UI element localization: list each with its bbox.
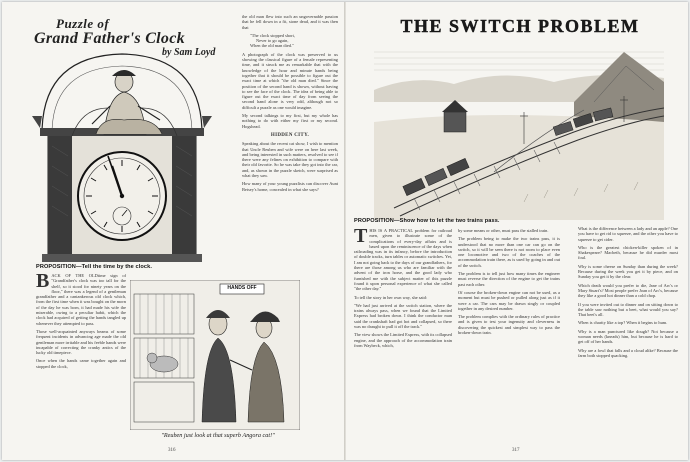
col2-paragraph-4: Speaking about the recent cat show, I wish to mention that Uncle Reuben and wife were on here last week, and being interested in such matters, resolved to see if there were any felines on exhibition to compare with their old favorite. So he was take they got into the car, and, as shown in the puzzle sketch, were surprised as what they saw.: [242, 141, 338, 179]
switch-paragraph-3: "We had just arrived at the switch station, where the trains always pass, when we found that the Limited Express had broken down. I think the conductor man said the crankshaft had got hot and collapsed, so there was no draught to pull it off the track.": [354, 302, 452, 330]
switch-col2-paragraph-1: by some means or other, must pass the stalled train.: [458, 228, 549, 233]
cat-show-cartoon: [130, 280, 300, 430]
riddle-3: Why is some cheese on Sunday than during the week? Because during the week you get it by piece, and on Sunday you get it by the clear.: [578, 263, 678, 280]
poem-line-3: When the old man died.": [250, 43, 294, 49]
title-line-2: Grand Father's Clock: [34, 30, 185, 47]
article-title: [34, 16, 234, 58]
col2-paragraph-3: My second talkings to my first, but my whole has nothing to do with either my first or my second. Hogshead.: [242, 113, 338, 129]
switch-col2-paragraph-2: The problem being to make the two trains pass, it is understood that no more than one car can go on the switch, so it will be seen there is not room to place even one locomotive and two of the coaches of the accommodation train there, as is used by going in and out of the switch.: [458, 236, 560, 268]
book-spread: [2, 2, 688, 460]
switch-col2-paragraph-5: The problem complies with the ordinary rules of practice and is given to test your ingenuity and cleverness in discovering the quickest and simplest way to pass the broken-down train.: [458, 314, 560, 336]
right-page: [346, 2, 688, 460]
right-page-number: 317: [512, 448, 520, 453]
switch-col2-paragraph-3: The problem is to tell just how many times the engineer must reverse the direction of the engine to get the trains past each other.: [458, 271, 560, 287]
drop-cap-b: B: [36, 273, 50, 292]
intro-paragraph: ACK OF THE OLDtime sign of "Grandfather's clock was too tall for the shelf, so it stood for ninety years on the floor," there was a legend of a gentleman grandfather and a cantankerous old clock which, from the first time when it was bought on the morn of the day he was born, it had made his wife the miserable, owing to a peculiar habit, which the clock had acquired of getting the hands tangled up whenever they attempted to pass.: [36, 273, 126, 326]
col2-paragraph-2: A photograph of the clock was preserved to us showing the classical figure of a female representing time, and it struck me as remarkable that with the knowledge of the hour and minute hands being together that it should be possible to figure out the exact time at which "the old man died." Since the position of the second hand is shown, without having to see the face of the clock. The idea of being able to figure out the exact time of day from seeing the second hand alone is very odd, although not so difficult a puzzle as one would imagine.: [242, 51, 338, 110]
col1-paragraph-2: Those well-acquainted anyways beams of some frequent incidents in advancing age made the old gentleman more irritable and his feeble hands were incapable of correcting the cranky antics of the lucky old timepiece.: [36, 328, 126, 356]
left-proposition-caption: PROPOSITION—Tell the time by the clock.: [36, 264, 153, 270]
riddle-8: Why are a fowl that falls and a cloud alike? Because the farm both stopped quacking.: [578, 347, 678, 358]
riddle-1: What is the difference between a lady and an apple? One you have to get rid to squeeze, and the other you have to squeeze to get cider.: [578, 226, 678, 242]
riddle-2: Who is the greatest chicken-killer spoken of in Shakespeare? Macbeth, because he did murder most foul.: [578, 244, 678, 261]
right-column-1: [354, 228, 452, 446]
hands-off-sign: HANDS OFF: [227, 285, 257, 291]
right-column-3-riddles: [578, 226, 678, 448]
title-line-1: Puzzle of: [56, 16, 110, 31]
railroad-switch-illustration: [374, 12, 664, 220]
col1-paragraph-3: Once when the hands came together again and stopped the clock,: [36, 358, 126, 369]
switch-col2-paragraph-4: Of course the broken-down engine can not be used, as a moment but must be pushed or pulled along just as if it were a car. The cars may be drawn singly or coupled together in any desired number.: [458, 289, 560, 311]
left-column-1: [36, 273, 126, 449]
cartoon-caption: "Reuben just look at that superb Angora cat!": [161, 432, 275, 439]
hidden-city-heading: HIDDEN CITY.: [270, 132, 310, 138]
col2-paragraph-5: How many of your young puzzlists can discover Aunt Betsey's home, concealed in what she says?: [242, 181, 338, 192]
riddle-5: If you were invited out to dinner and on sitting down to the table saw nothing but a beet, what would you say? That beet's all.: [578, 301, 678, 318]
poem-line-1: "The clock stopped short,: [250, 32, 295, 38]
left-page-number: 316: [168, 448, 176, 453]
drop-cap-t: T: [354, 228, 368, 247]
poem-line-2: Never to go again,: [256, 38, 289, 44]
switch-paragraph-4: The view shows the Limited Express, with its collapsed engine, and the approach of the accommodation train from Waybeck, which,: [354, 332, 452, 348]
switch-intro-paragraph: HIS IS A PRACTICAL problem for railroad men, given to illustrate some of the complications of every-day affairs and is based upon the reminiscence of the days when railroading was in its infancy, before the introduction of double tracks, turn tables or automatic switches. Yet, I am not going back to the days of our grandfathers, for there are those among us who are familiar with the advent of the iron horse, and the good lady who furnished me with the subject matter of this puzzle found it upon personal experience of what she called "the other day.": [354, 228, 452, 292]
byline: by Sam Loyd: [162, 47, 216, 58]
right-column-2: [458, 228, 560, 446]
right-proposition-caption: PROPOSITION—Show how to let the two trains pass.: [354, 218, 500, 224]
switch-problem-title: THE SWITCH PROBLEM: [400, 16, 640, 36]
riddle-4: Which death would you prefer to die, Jane of Arc's or Mary Stuart's? Most people prefer Joan of Arc's, because they like a good hot dinner than a cold chop.: [578, 282, 678, 299]
riddle-7: Why is a man punctured like dough? Not because a woman needs (kneads) him, but because he is hard to get off of her hands.: [578, 328, 678, 345]
switch-paragraph-2: To tell the story in her own way, she said:: [354, 294, 428, 300]
left-column-2: [242, 14, 338, 276]
riddle-6: When is charity like a top? When it begins to hum.: [578, 320, 668, 326]
col2-paragraph-1: the old man flew into such an ungovernable passion that he fell down in a fit, stone dead, and it was then that: [242, 14, 338, 30]
left-page: [2, 2, 344, 460]
